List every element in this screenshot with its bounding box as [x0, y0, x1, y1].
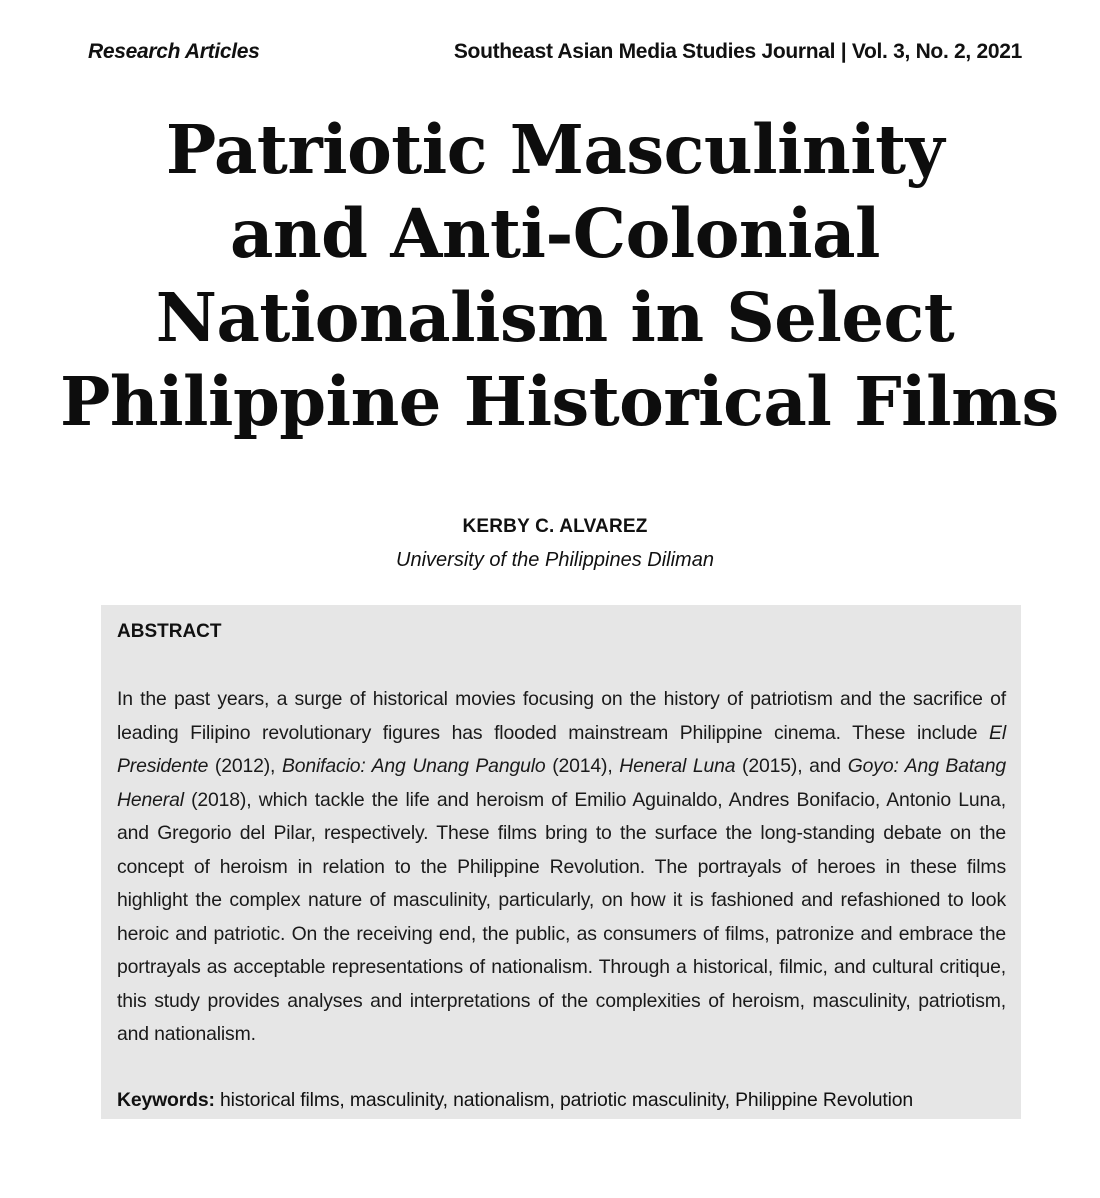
abstract-year-1: (2012), [208, 755, 282, 777]
keywords [117, 1085, 1006, 1115]
title-line-3: Nationalism in Select [155, 278, 955, 357]
abstract-year-3: (2015), and [735, 755, 848, 777]
journal-citation: Southeast Asian Media Studies Journal | Vol. 3, No. 2, 2021 [453, 40, 1022, 63]
abstract-heading: ABSTRACT [117, 621, 222, 642]
title-line-2: and Anti-Colonial [230, 194, 880, 273]
abstract-text-rest: (2018), which tackle the life and heroism of Emilio Aguinaldo, Andres Bonifacio, Antonio Luna, and Gregorio del Pilar, respectively. These films bring to the surface the long-standing debate on the concept of heroism in relation to the Philippine Revolution. The portrayals of heroes in these films highlight the complex nature of masculinity, particularly, on how it is fashioned and refashioned to look heroic and patriotic. On the receiving end, the public, as consumers of films, patronize and embrace the portrayals as acceptable representations of nationalism. Through a historical, filmic, and cultural critique, this study provides analyses and interpretations of the complexities of heroism, masculinity, patriotism, and nationalism. [117, 788, 1006, 1045]
abstract-year-2: (2014), [545, 755, 620, 777]
author-name: KERBY C. ALVAREZ [462, 516, 648, 537]
film-title-bonifacio: Bonifacio: Ang Unang Pangulo [281, 755, 546, 777]
running-head [88, 36, 1022, 68]
film-title-goyo: Goyo: Ang Batang Heneral [117, 755, 1006, 811]
abstract-text [117, 683, 1006, 1052]
film-title-el-presidente: El Presidente [117, 721, 1006, 777]
section-label: Research Articles [88, 40, 260, 63]
title-line-4: Philippine Historical Films [60, 362, 1059, 441]
article-title [60, 108, 1059, 444]
abstract-text-intro: In the past years, a surge of historical movies focusing on the history of patriotism and the sacrifice of leading Filipino revolutionary figures has flooded mainstream Philippine cinema. These include [117, 688, 1006, 744]
film-title-heneral-luna: Heneral Luna [619, 755, 736, 777]
author-affiliation: University of the Philippines Diliman [396, 549, 714, 571]
keywords-values: historical films, masculinity, nationalism, patriotic masculinity, Philippine Revolution [214, 1088, 914, 1111]
abstract-box [101, 605, 1021, 1119]
title-line-1: Patriotic Masculinity [165, 110, 945, 189]
keywords-label: Keywords: [117, 1088, 215, 1111]
